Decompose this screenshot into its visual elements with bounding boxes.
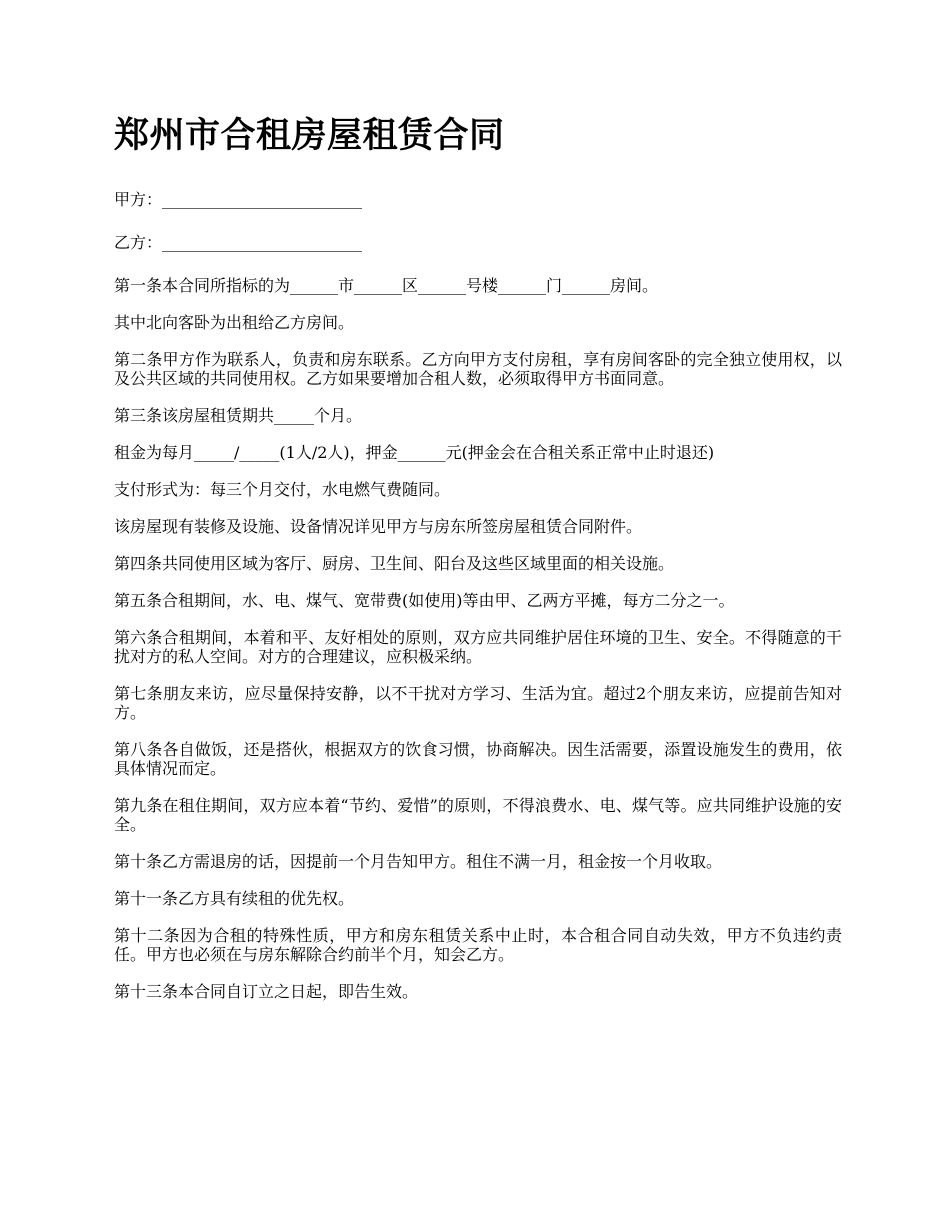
clause-8: 第八条各自做饭，还是搭伙，根据双方的饮食习惯，协商解决。因生活需要，添置设施发生的费用，依具体情况而定。 xyxy=(114,740,842,778)
document-title: 郑州市合租房屋租赁合同 xyxy=(114,116,505,156)
clause-12: 第十二条因为合租的特殊性质，甲方和房东租赁关系中止时，本合租合同自动失效，甲方不负违约责任。甲方也必须在与房东解除合约前半个月，知会乙方。 xyxy=(114,926,842,964)
clause-3-facilities: 该房屋现有装修及设施、设备情况详见甲方与房东所签房屋租赁合同附件。 xyxy=(114,517,643,536)
clause-11: 第十一条乙方具有续租的优先权。 xyxy=(114,889,355,908)
clause-3-payment: 支付形式为：每三个月交付，水电燃气费随同。 xyxy=(114,480,451,499)
clause-7: 第七条朋友来访，应尽量保持安静，以不干扰对方学习、生活为宜。超过2个朋友来访，应提前告知对方。 xyxy=(114,684,842,722)
clause-4: 第四条共同使用区域为客厅、厨房、卫生间、阳台及这些区域里面的相关设施。 xyxy=(114,554,675,573)
clause-9: 第九条在租住期间，双方应本着“节约、爱惜”的原则，不得浪费水、电、煤气等。应共同维护设施的安全。 xyxy=(114,796,842,834)
clause-1-location: 第一条本合同所指标的为______市______区______号楼______门______房间。 xyxy=(114,276,659,295)
clause-5: 第五条合租期间，水、电、煤气、宽带费(如使用)等由甲、乙两方平摊，每方二分之一。 xyxy=(114,591,735,610)
clause-6: 第六条合租期间，本着和平、友好相处的原则，双方应共同维护居住环境的卫生、安全。不得随意的干扰对方的私人空间。对方的合理建议，应积极采纳。 xyxy=(114,628,842,666)
clause-10: 第十条乙方需退房的话，因提前一个月告知甲方。租住不满一月，租金按一个月收取。 xyxy=(114,852,723,871)
clause-3-term: 第三条该房屋租赁期共_____个月。 xyxy=(114,406,363,425)
party-b-line: 乙方：_________________________ xyxy=(114,233,363,252)
contract-page xyxy=(114,112,842,1019)
clause-2: 第二条甲方作为联系人，负责和房东联系。乙方向甲方支付房租，享有房间客卧的完全独立使用权，以及公共区域的共同使用权。乙方如果要增加合租人数，必须取得甲方书面同意。 xyxy=(114,350,842,388)
clause-3-rent: 租金为每月_____/_____(1人/2人)，押金______元(押金会在合租关系正常中止时退还) xyxy=(114,443,715,462)
party-a-line: 甲方：_________________________ xyxy=(114,190,363,209)
clause-1-room: 其中北向客卧为出租给乙方房间。 xyxy=(114,313,355,332)
clause-13: 第十三条本合同自订立之日起，即告生效。 xyxy=(114,982,419,1001)
